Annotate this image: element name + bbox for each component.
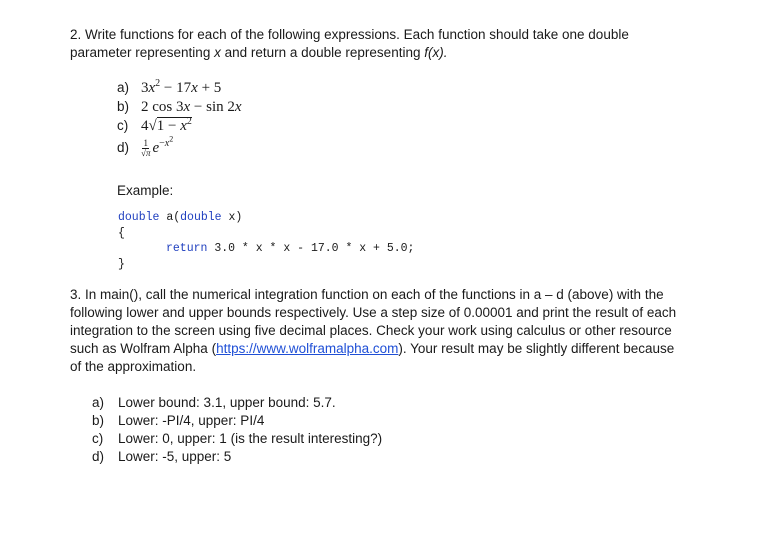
bounds-item-c: c) Lower: 0, upper: 1 (is the result interesting?) [92,431,383,446]
code-signature: double a(double x) [118,211,243,224]
expression-d: d) $\frac{1}{√\pi}$ $e^{-x^2}$ [117,134,174,158]
bounds-item-d: d) Lower: -5, upper: 5 [92,449,232,464]
example-label: Example: [117,183,174,198]
wolfram-alpha-link[interactable]: https://www.wolframalpha.com [216,341,399,356]
code-return-line: return 3.0 * x * x - 17.0 * x + 5.0; [166,242,415,255]
expression-b: b) 2 cos 3x − sin 2x [117,99,242,115]
bounds-item-b: b) Lower: -PI/4, upper: PI/4 [92,413,265,428]
code-open-brace: { [118,227,125,240]
question-3-line-2: following lower and upper bounds respectively. Use a step size of 0.00001 and print the result of each [70,305,677,320]
question-2-line-1: 2. Write functions for each of the following expressions. Each function should take one double [70,27,629,42]
question-3-line-5: of the approximation. [70,359,197,374]
question-3-line-4: such as Wolfram Alpha (https://www.wolframalpha.com). Your result may be slightly different because [70,341,675,356]
expression-c: c) $4√1 - x^2$ [117,116,192,134]
question-3-line-1: 3. In main(), call the numerical integration function on each of the functions in a – d (above) with the [70,287,664,302]
question-2-line-2: parameter representing x and return a double representing f(x). [70,45,448,60]
bounds-item-a: a) Lower bound: 3.1, upper bound: 5.7. [92,395,336,410]
code-close-brace: } [118,258,125,271]
question-3-line-3: integration to the screen using five decimal places. Check your work using calculus or other resource [70,323,672,338]
expression-a: a) $3x^2 - 17x + 5$ [117,78,222,96]
